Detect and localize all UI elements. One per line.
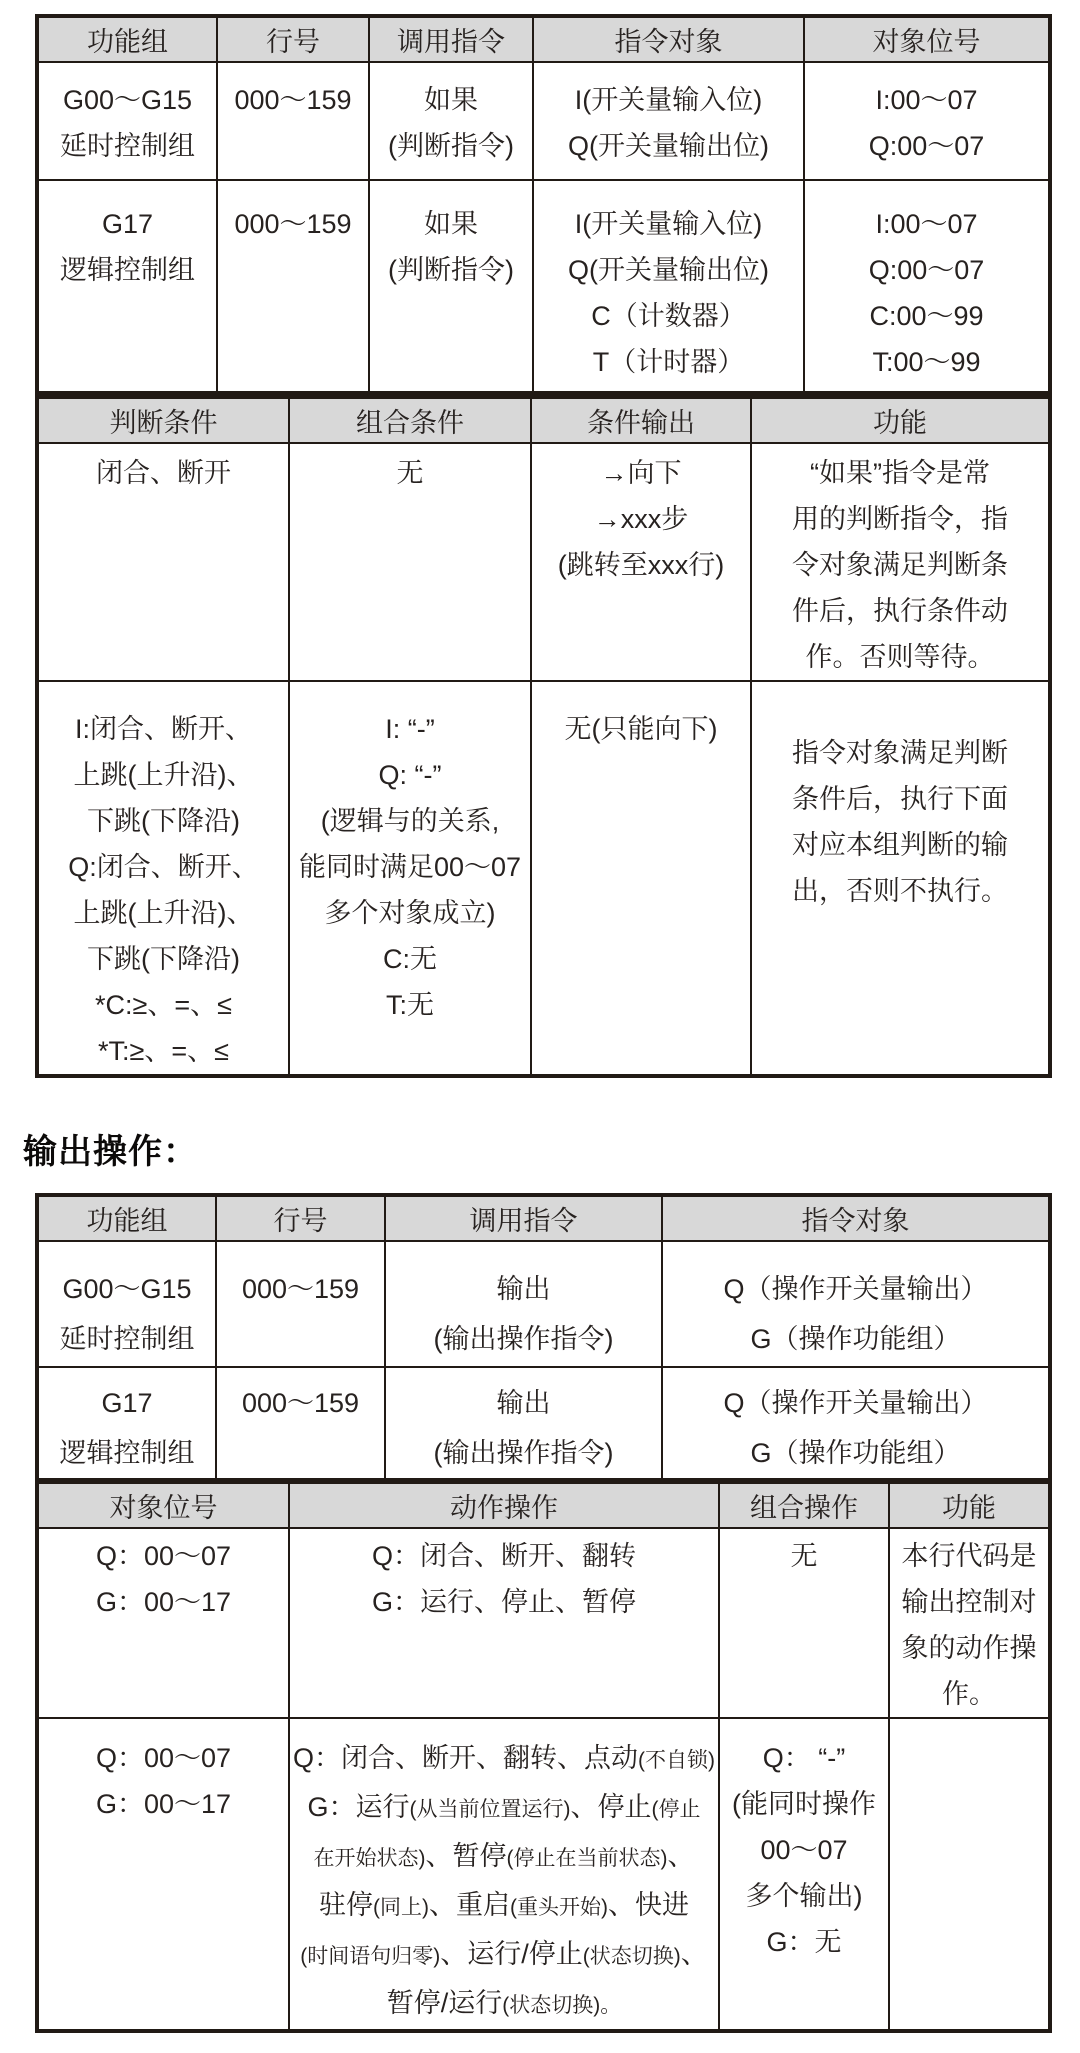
- table-cell: 如果 (判断指令): [369, 62, 533, 180]
- table-t2: [35, 393, 1052, 1078]
- table-cell: G00～G15 延时控制组: [37, 62, 217, 180]
- section-heading-output-operation: 输出操作：: [23, 1133, 198, 1171]
- output-operation-table-block: [35, 1193, 1048, 2033]
- table-cell: 无(只能向下): [531, 681, 751, 1076]
- column-header: 判断条件: [37, 396, 289, 443]
- column-header: 功能: [889, 1482, 1050, 1528]
- judge-condition-table: [35, 393, 1048, 1078]
- table-t4: [35, 1480, 1052, 2033]
- table-cell: 输出 (输出操作指令): [385, 1367, 662, 1479]
- column-header: 调用指令: [369, 16, 533, 62]
- column-header: 行号: [217, 16, 369, 62]
- output-action-table: [35, 1480, 1048, 2033]
- column-header: 动作操作: [289, 1482, 719, 1528]
- table-row: [37, 443, 1050, 681]
- table-cell: 000～159: [217, 62, 369, 180]
- table-t3: [35, 1193, 1052, 1480]
- table-cell: I:00～07 Q:00～07: [804, 62, 1050, 180]
- column-header: 组合条件: [289, 396, 531, 443]
- table-cell: I: “-” Q: “-” (逻辑与的关系, 能同时满足00～07 多个对象成立) C:无 T:无: [289, 681, 531, 1076]
- table-cell: 指令对象满足判断 条件后，执行下面 对应本组判断的输 出，否则不执行。: [751, 681, 1050, 1076]
- table-cell: G00～G15 延时控制组: [37, 1241, 216, 1367]
- table-cell: I(开关量输入位) Q(开关量输出位): [533, 62, 804, 180]
- table-row: [37, 1367, 1050, 1479]
- column-header: 对象位号: [37, 1482, 289, 1528]
- table-row: [37, 62, 1050, 180]
- column-header: 条件输出: [531, 396, 751, 443]
- table-cell: 000～159: [217, 180, 369, 392]
- table-cell: 000～159: [216, 1241, 385, 1367]
- table-cell: →向下 →xxx步 (跳转至xxx行): [531, 443, 751, 681]
- table-cell: [889, 1718, 1050, 2031]
- table-row: [37, 1718, 1050, 2031]
- table-cell: Q（操作开关量输出） G（操作功能组）: [662, 1241, 1050, 1367]
- table-cell: Q：闭合、断开、翻转、点动(不自锁) G：运行(从当前位置运行)、停止(停止 在开始状态)、暂停(停止在当前状态)、 驻停(同上)、重启(重头开始)、快进 (时间语句归零)、运行/停止(状态切换)、 暂停/运行(状态切换)。: [289, 1718, 719, 2031]
- table-cell: Q：闭合、断开、翻转 G：运行、停止、暂停: [289, 1528, 719, 1718]
- judge-instruction-table-block: [35, 14, 1048, 1078]
- table-cell: I:闭合、断开、 上跳(上升沿)、 下跳(下降沿) Q:闭合、断开、 上跳(上升沿)、 下跳(下降沿) *C:≥、=、≤ *T:≥、=、≤: [37, 681, 289, 1076]
- column-header: 指令对象: [533, 16, 804, 62]
- output-function-group-table: [35, 1193, 1048, 1480]
- table-row: [37, 1241, 1050, 1367]
- table-t1: [35, 14, 1052, 393]
- table-cell: “如果”指令是常 用的判断指令，指 令对象满足判断条 件后，执行条件动 作。否则等待。: [751, 443, 1050, 681]
- column-header: 调用指令: [385, 1195, 662, 1241]
- column-header: 组合操作: [719, 1482, 889, 1528]
- table-cell: 输出 (输出操作指令): [385, 1241, 662, 1367]
- table-cell: Q：00～07 G：00～17: [37, 1718, 289, 2031]
- table-cell: Q（操作开关量输出） G（操作功能组）: [662, 1367, 1050, 1479]
- table-cell: I(开关量输入位) Q(开关量输出位) C（计数器） T（计时器）: [533, 180, 804, 392]
- column-header: 功能: [751, 396, 1050, 443]
- table-row: [37, 1528, 1050, 1718]
- table-cell: Q： “-” (能同时操作 00～07 多个输出) G：无: [719, 1718, 889, 2031]
- column-header: 对象位号: [804, 16, 1050, 62]
- table-row: [37, 180, 1050, 392]
- table-cell: G17 逻辑控制组: [37, 180, 217, 392]
- column-header: 行号: [216, 1195, 385, 1241]
- table-cell: 本行代码是 输出控制对 象的动作操 作。: [889, 1528, 1050, 1718]
- column-header: 功能组: [37, 16, 217, 62]
- table-row: [37, 681, 1050, 1076]
- table-cell: Q：00～07 G：00～17: [37, 1528, 289, 1718]
- table-cell: 000～159: [216, 1367, 385, 1479]
- table-cell: 闭合、断开: [37, 443, 289, 681]
- table-cell: 无: [289, 443, 531, 681]
- table-cell: 无: [719, 1528, 889, 1718]
- column-header: 指令对象: [662, 1195, 1050, 1241]
- function-group-call-table: [35, 14, 1048, 393]
- table-cell: I:00～07 Q:00～07 C:00～99 T:00～99: [804, 180, 1050, 392]
- table-cell: 如果 (判断指令): [369, 180, 533, 392]
- table-cell: G17 逻辑控制组: [37, 1367, 216, 1479]
- column-header: 功能组: [37, 1195, 216, 1241]
